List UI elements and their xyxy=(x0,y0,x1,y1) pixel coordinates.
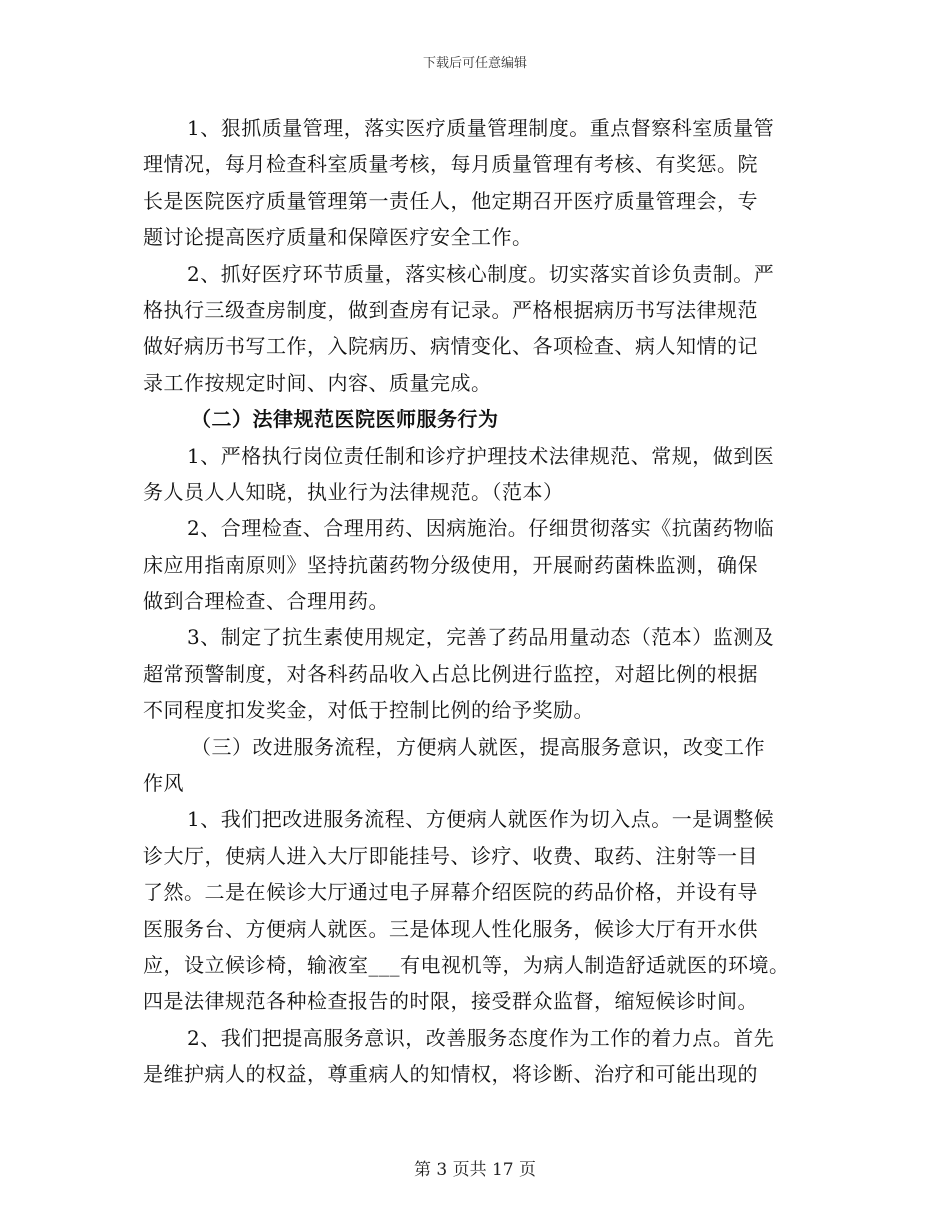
page-footer: 第 3 页共 17 页 xyxy=(413,1160,537,1180)
text-line: 1、严格执行岗位责任制和诊疗护理技术法律规范、常规，做到医 xyxy=(187,443,775,468)
text-line: 做到合理检查、合理用药。 xyxy=(143,589,389,614)
text-line: 2、我们把提高服务意识，改善服务态度作为工作的着力点。首先 xyxy=(187,1025,775,1050)
text-line: 做好病历书写工作，入院病历、病情变化、各项检查、病人知情的记 xyxy=(143,334,758,359)
text-line: 床应用指南原则》坚持抗菌药物分级使用，开展耐药菌株监测，确保 xyxy=(143,552,758,577)
text-line: 作风 xyxy=(143,771,184,796)
text-line: 格执行三级查房制度，做到查房有记录。严格根据病历书写法律规范 xyxy=(143,297,758,322)
page-header: 下载后可任意编辑 xyxy=(422,56,527,71)
text-line: 2、合理检查、合理用药、因病施治。仔细贯彻落实《抗菌药物临 xyxy=(187,516,775,541)
text-line: 1、我们把改进服务流程、方便病人就医作为切入点。一是调整候 xyxy=(187,807,775,832)
text-line: 了然。二是在候诊大厅通过电子屏幕介绍医院的药品价格，并设有导 xyxy=(143,880,758,905)
text-line: 3、制定了抗生素使用规定，完善了药品用量动态（范本）监测及 xyxy=(187,625,775,650)
text-line: 长是医院医疗质量管理第一责任人，他定期召开医疗质量管理会，专 xyxy=(143,188,758,213)
text-line: 诊大厅，使病人进入大厅即能挂号、诊疗、收费、取药、注射等一目 xyxy=(143,843,758,868)
text-line: 务人员人人知晓，执业行为法律规范。（范本） xyxy=(143,479,564,504)
text-line: 不同程度扣发奖金，对低于控制比例的给予奖励。 xyxy=(143,698,594,723)
document-body xyxy=(143,110,813,1093)
text-line: 理情况，每月检查科室质量考核，每月质量管理有考核、有奖惩。院 xyxy=(143,152,758,177)
section-heading: （二）法律规范医院医师服务行为 xyxy=(191,407,499,432)
text-line: 2、抓好医疗环节质量，落实核心制度。切实落实首诊负责制。严 xyxy=(187,261,775,286)
text-line: 超常预警制度，对各科药品收入占总比例进行监控，对超比例的根据 xyxy=(143,661,758,686)
text-line: 是维护病人的权益，尊重病人的知情权，将诊断、治疗和可能出现的 xyxy=(143,1062,758,1087)
text-line: 医服务台、方便病人就医。三是体现人性化服务，候诊大厅有开水供 xyxy=(143,916,758,941)
text-line: 四是法律规范各种检查报告的时限，接受群众监督，缩短候诊时间。 xyxy=(143,989,758,1014)
text-line: 题讨论提高医疗质量和保障医疗安全工作。 xyxy=(143,225,533,250)
text-line: 应，设立候诊椅，输液室___有电视机等，为病人制造舒适就医的环境。 xyxy=(143,952,790,977)
text-line: 1、狠抓质量管理，落实医疗质量管理制度。重点督察科室质量管 xyxy=(187,116,775,140)
text-line: 录工作按规定时间、内容、质量完成。 xyxy=(143,370,492,395)
section-heading: （三）改进服务流程，方便病人就医，提高服务意识，改变工作 xyxy=(191,734,765,759)
